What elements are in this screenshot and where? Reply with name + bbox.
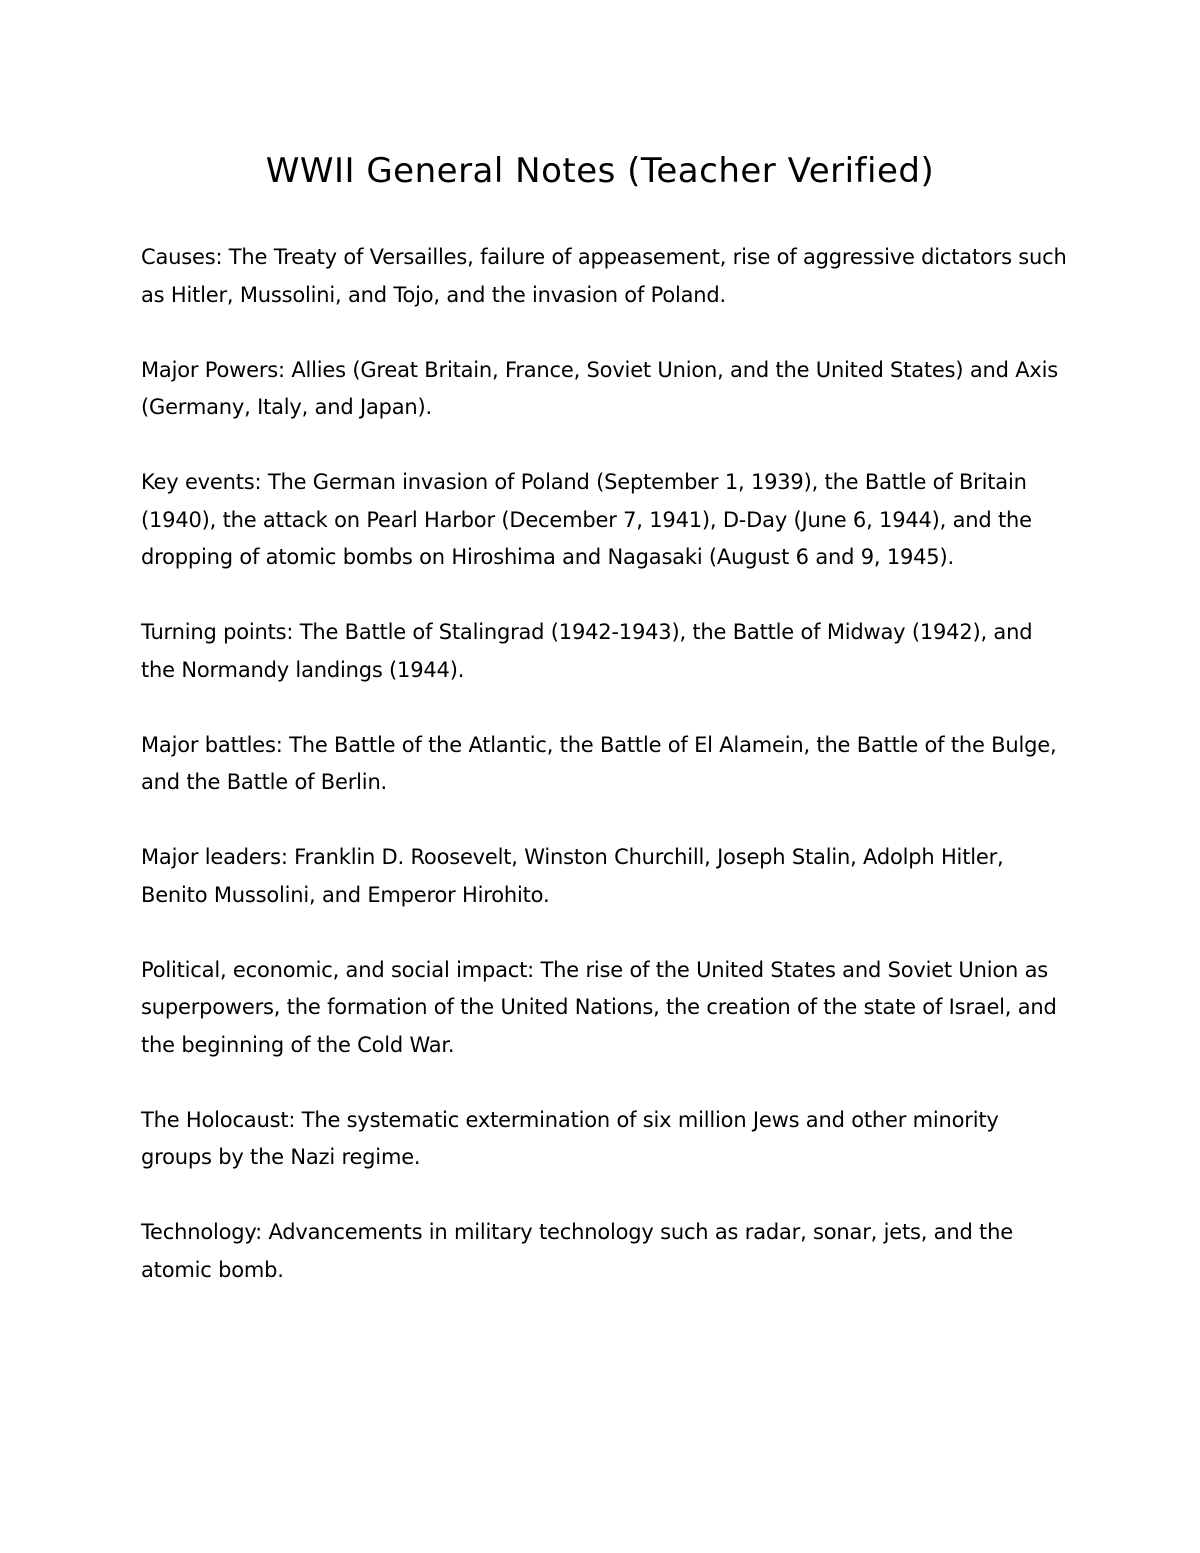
document-body xyxy=(141,239,1071,1327)
paragraph-causes: Causes: The Treaty of Versailles, failure of appeasement, rise of aggressive dictators such as Hitler, Mussolini, and Tojo, and the invasion of Poland. xyxy=(141,245,1067,307)
paragraph-turning-points: Turning points: The Battle of Stalingrad (1942-1943), the Battle of Midway (1942), and the Normandy landings (1944). xyxy=(141,620,1033,682)
paragraph-impact: Political, economic, and social impact: The rise of the United States and Soviet Union as superpowers, the formation of the United Nations, the creation of the state of Israel, and the beginning of the Cold War. xyxy=(141,957,1057,1057)
document-title: WWII General Notes (Teacher Verified) xyxy=(265,151,935,191)
paragraph-major-powers: Major Powers: Allies (Great Britain, France, Soviet Union, and the United States) and Axis (Germany, Italy, and Japan). xyxy=(141,357,1058,419)
paragraph-holocaust: The Holocaust: The systematic extermination of six million Jews and other minority groups by the Nazi regime. xyxy=(141,1107,999,1169)
paragraph-technology: Technology: Advancements in military technology such as radar, sonar, jets, and the atomic bomb. xyxy=(141,1220,1013,1282)
paragraph-major-leaders: Major leaders: Franklin D. Roosevelt, Winston Churchill, Joseph Stalin, Adolph Hitler, Benito Mussolini, and Emperor Hirohito. xyxy=(141,845,1004,907)
paragraph-key-events: Key events: The German invasion of Poland (September 1, 1939), the Battle of Britain (1940), the attack on Pearl Harbor (December 7, 1941), D-Day (June 6, 1944), and the dropping of atomic bombs on Hiroshima and Nagasaki (August 6 and 9, 1945). xyxy=(141,470,1032,569)
paragraph-major-battles: Major battles: The Battle of the Atlantic, the Battle of El Alamein, the Battle of the Bulge, and the Battle of Berlin. xyxy=(141,732,1057,794)
